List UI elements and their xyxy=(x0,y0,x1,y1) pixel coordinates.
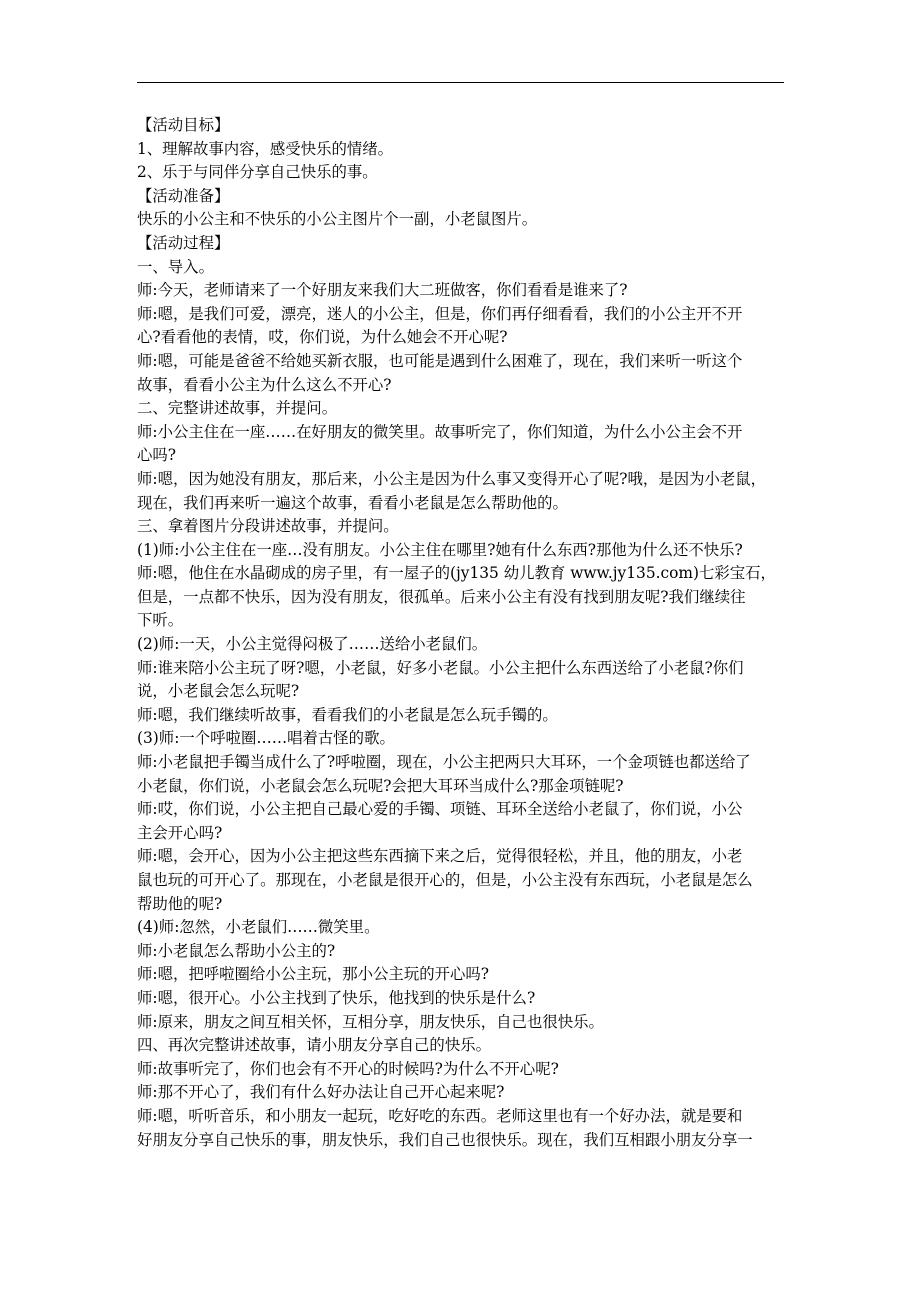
text-line: 师:故事听完了，你们也会有不开心的时候吗?为什么不开心呢? xyxy=(137,1059,559,1078)
text-line: 一、导入。 xyxy=(137,257,214,276)
text-line: 师:小公主住在一座……在好朋友的微笑里。故事听完了，你们知道，为什么小公主会不开 xyxy=(137,422,743,441)
text-line: 心?看看他的表情，哎，你们说，为什么她会不开心呢? xyxy=(137,328,508,347)
text-line: (3)师:一个呼啦圈……唱着古怪的歌。 xyxy=(137,729,395,748)
text-line: 师:嗯，他住在水晶砌成的房子里，有一屋子的(jy135 幼儿教育 www.jy135.com)七彩宝石， xyxy=(137,564,776,583)
text-line: 小老鼠，你们说，小老鼠会怎么玩呢?会把大耳环当成什么?那金项链呢? xyxy=(137,776,624,795)
section-heading-goals: 【活动目标】 xyxy=(137,116,230,134)
text-line: 师:嗯，可能是爸爸不给她买新衣服，也可能是遇到什么困难了，现在，我们来听一听这个 xyxy=(137,351,743,370)
text-line: 1、理解故事内容，感受快乐的情绪。 xyxy=(137,139,394,158)
text-line: 师:那不开心了，我们有什么好办法让自己开心起来呢? xyxy=(137,1083,505,1102)
text-line: 师:嗯，会开心，因为小公主把这些东西摘下来之后，觉得很轻松，并且，他的朋友，小老 xyxy=(137,847,743,866)
text-line: 下听。 xyxy=(137,611,184,630)
section-heading-process: 【活动过程】 xyxy=(137,233,230,252)
text-line: 但是，一点都不快乐，因为没有朋友，很孤单。后来小公主有没有找到朋友呢?我们继续往 xyxy=(137,587,746,606)
text-line: 师:哎，你们说，小公主把自己最心爱的手镯、项链、耳环全送给小老鼠了，你们说，小公 xyxy=(137,800,743,819)
text-line: 师:嗯，听听音乐，和小朋友一起玩，吃好吃的东西。老师这里也有一个好办法，就是要和 xyxy=(137,1106,743,1125)
text-line: 师:小老鼠怎么帮助小公主的? xyxy=(137,941,336,960)
text-line: (4)师:忽然，小老鼠们……微笑里。 xyxy=(137,918,380,937)
text-line: 三、拿着图片分段讲述故事，并提问。 xyxy=(137,517,399,536)
text-line: 师:嗯，我们继续听故事，看看我们的小老鼠是怎么玩手镯的。 xyxy=(137,705,558,724)
text-line: 帮助他的呢? xyxy=(137,894,223,913)
text-line: 故事，看看小公主为什么这么不开心? xyxy=(137,375,392,394)
text-line: 四、再次完整讲述故事，请小朋友分享自己的快乐。 xyxy=(137,1036,491,1055)
text-line: 心吗? xyxy=(137,446,177,465)
header-rule xyxy=(137,82,784,83)
section-heading-preparation: 【活动准备】 xyxy=(137,186,230,205)
text-line: 鼠也玩的可开心了。那现在，小老鼠是很开心的，但是，小公主没有东西玩，小老鼠是怎么 xyxy=(137,871,753,889)
text-line: 师:谁来陪小公主玩了呀?嗯，小老鼠，好多小老鼠。小公主把什么东西送给了小老鼠?你们 xyxy=(137,658,744,677)
text-line: 现在，我们再来听一遍这个故事，看看小老鼠是怎么帮助他的。 xyxy=(137,493,568,512)
text-line: (2)师:一天，小公主觉得闷极了……送给小老鼠们。 xyxy=(137,635,488,654)
text-line: 师:嗯，因为她没有朋友，那后来，小公主是因为什么事又变得开心了呢?哦，是因为小老鼠， xyxy=(137,469,767,488)
text-line: 快乐的小公主和不快乐的小公主图片个一副，小老鼠图片。 xyxy=(137,210,538,229)
text-line: 好朋友分享自己快乐的事，朋友快乐，我们自己也很快乐。现在，我们互相跟小朋友分享一 xyxy=(137,1130,753,1149)
text-line: 二、完整讲述故事，并提问。 xyxy=(137,399,338,418)
text-line: 师:嗯，很开心。小公主找到了快乐，他找到的快乐是什么? xyxy=(137,988,536,1007)
text-line: 主会开心吗? xyxy=(137,823,223,842)
text-line: 师:今天，老师请来了一个好朋友来我们大二班做客，你们看看是谁来了? xyxy=(137,281,628,300)
text-line: (1)师:小公主住在一座…没有朋友。小公主住在哪里?她有什么东西?那他为什么还不快乐? xyxy=(137,540,743,559)
text-line: 师:小老鼠把手镯当成什么了?呼啦圈，现在，小公主把两只大耳环，一个金项链也都送给了 xyxy=(137,753,751,772)
document-body xyxy=(137,114,787,1152)
text-line: 2、乐于与同伴分享自己快乐的事。 xyxy=(137,163,378,182)
text-line: 师:嗯，把呼啦圈给小公主玩，那小公主玩的开心吗? xyxy=(137,965,490,984)
text-line: 说，小老鼠会怎么玩呢? xyxy=(137,682,300,701)
text-line: 师:原来，朋友之间互相关怀，互相分享，朋友快乐，自己也很快乐。 xyxy=(137,1012,604,1031)
text-line: 师:嗯，是我们可爱，漂亮，迷人的小公主，但是，你们再仔细看看，我们的小公主开不开 xyxy=(137,304,743,323)
